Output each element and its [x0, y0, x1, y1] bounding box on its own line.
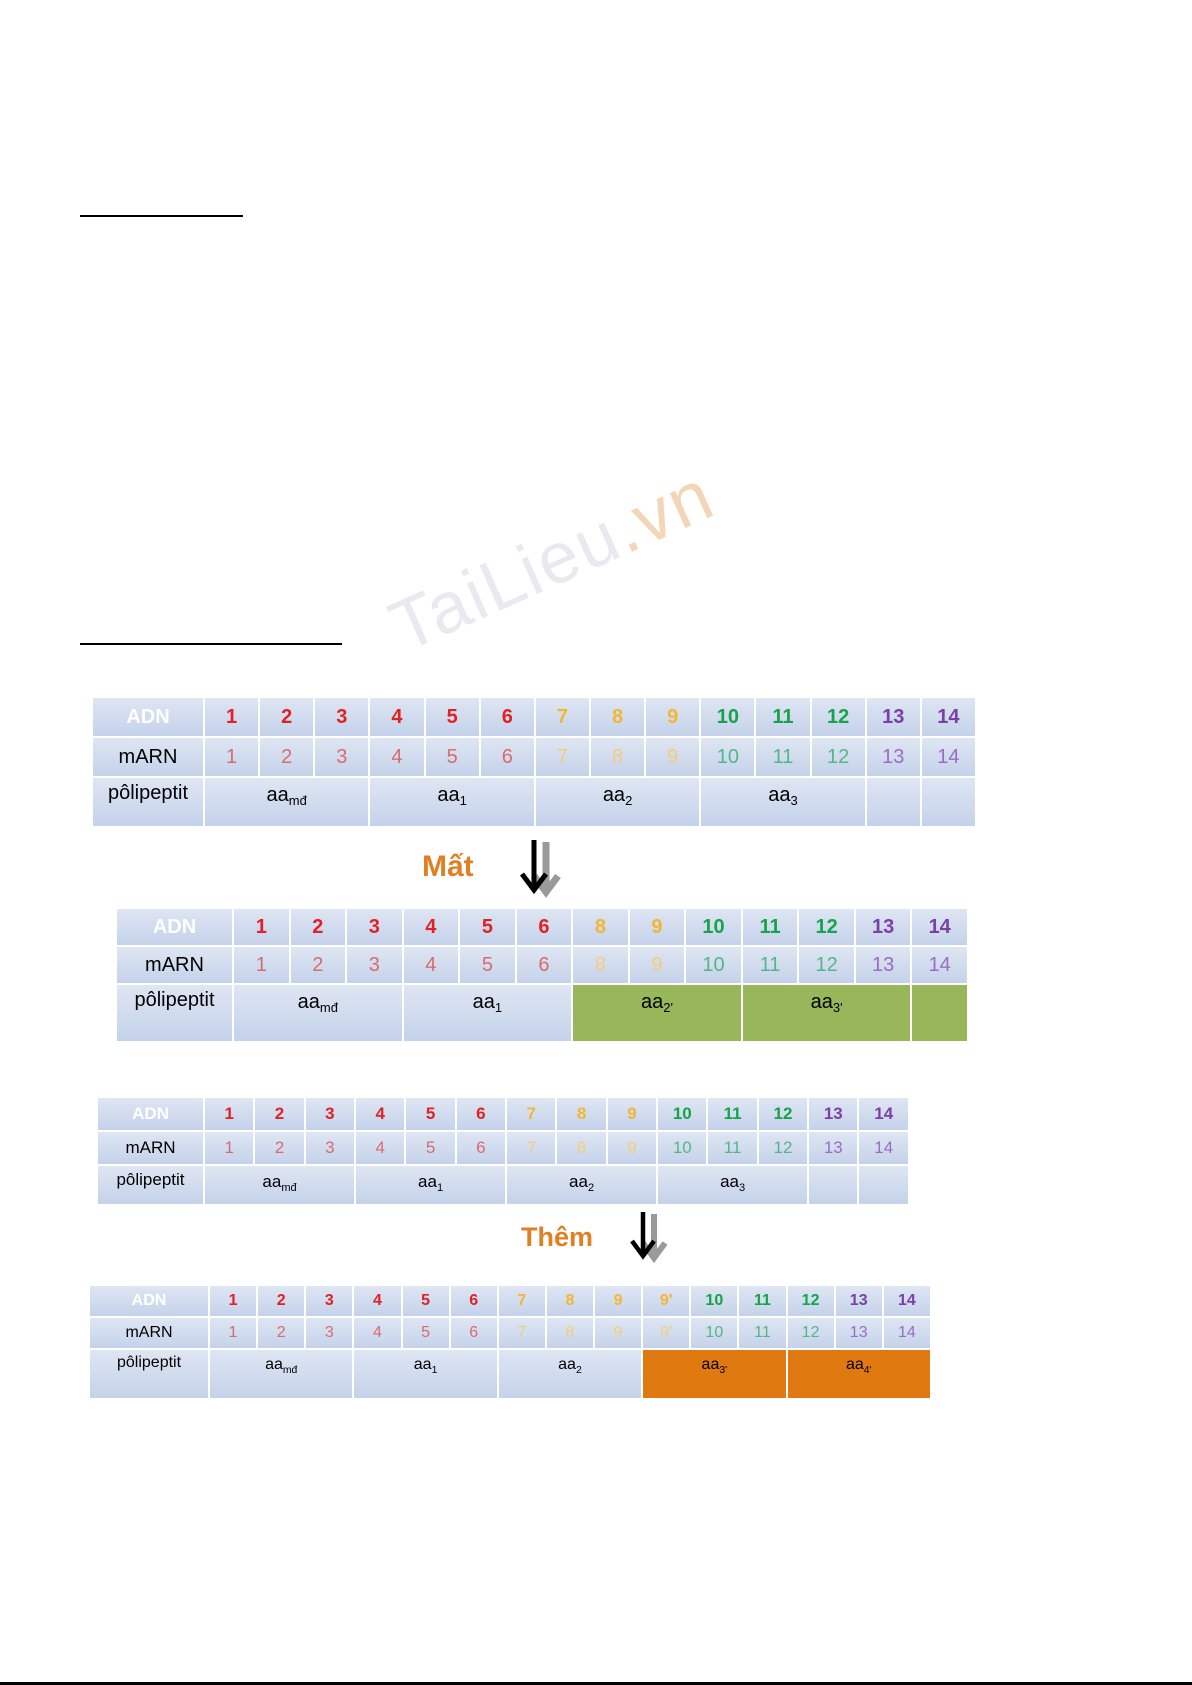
insertion-label: Thêm — [521, 1222, 594, 1252]
amino-acid-index: mđ — [282, 1365, 298, 1376]
marn-nucleotide: 9 — [630, 947, 685, 983]
amino-acid-index: 1 — [459, 793, 467, 808]
adn-nucleotide: 1 — [205, 698, 258, 736]
amino-acid-index: 2 — [587, 1182, 595, 1194]
amino-acid-cell — [499, 1350, 641, 1398]
adn-nucleotide: 7 — [507, 1098, 555, 1130]
marn-nucleotide: 5 — [460, 947, 515, 983]
marn-nucleotide: 14 — [912, 947, 967, 983]
adn-nucleotide: 8 — [547, 1286, 593, 1316]
adn-nucleotide: 3 — [306, 1098, 354, 1130]
marn-nucleotide: 11 — [739, 1318, 785, 1348]
marn-nucleotide: 2 — [291, 947, 346, 983]
marn-nucleotide: 11 — [708, 1132, 756, 1164]
polypeptide-label: pôlipeptit — [117, 985, 232, 1041]
amino-acid-name: aa — [297, 991, 320, 1013]
amino-acid-cell — [573, 985, 741, 1041]
adn-nucleotide: 13 — [856, 909, 911, 945]
marn-nucleotide: 10 — [658, 1132, 706, 1164]
amino-acid-cell — [788, 1350, 930, 1398]
amino-acid-cell — [205, 778, 368, 826]
adn-nucleotide: 1 — [205, 1098, 253, 1130]
adn-nucleotide: 13 — [836, 1286, 882, 1316]
polypeptide-row — [93, 778, 975, 826]
amino-acid-name: aa — [472, 991, 495, 1013]
adn-nucleotide: 3 — [306, 1286, 352, 1316]
marn-nucleotide: 6 — [517, 947, 572, 983]
marn-nucleotide: 12 — [788, 1318, 834, 1348]
marn-row — [98, 1132, 908, 1164]
marn-nucleotide: 5 — [406, 1132, 454, 1164]
amino-acid-cell — [507, 1166, 656, 1204]
marn-nucleotide: 14 — [859, 1132, 908, 1164]
codon-table-deletion — [115, 907, 969, 1043]
polypeptide-row — [98, 1166, 908, 1204]
amino-acid-name: aa — [413, 1356, 432, 1373]
marn-nucleotide: 1 — [205, 738, 258, 776]
amino-acid-name: aa — [262, 1172, 282, 1191]
marn-nucleotide: 12 — [812, 738, 865, 776]
adn-nucleotide: 2 — [291, 909, 346, 945]
adn-nucleotide: 1 — [210, 1286, 256, 1316]
empty-cell — [809, 1166, 857, 1204]
adn-nucleotide: 9 — [608, 1098, 656, 1130]
amino-acid-cell — [370, 778, 533, 826]
amino-acid-cell — [536, 778, 699, 826]
empty-cell — [859, 1166, 908, 1204]
marn-row — [117, 947, 967, 983]
amino-acid-cell — [643, 1350, 785, 1398]
marn-nucleotide: 8 — [557, 1132, 605, 1164]
adn-nucleotide: 12 — [759, 1098, 807, 1130]
polypeptide-row — [117, 985, 967, 1041]
adn-nucleotide: 13 — [867, 698, 920, 736]
adn-nucleotide: 10 — [701, 698, 754, 736]
adn-nucleotide: 5 — [426, 698, 479, 736]
adn-nucleotide: 14 — [922, 698, 975, 736]
codon-table-original-2 — [96, 1096, 910, 1206]
marn-label: mARN — [90, 1318, 208, 1348]
amino-acid-name: aa — [602, 784, 626, 806]
adn-nucleotide: 14 — [859, 1098, 908, 1130]
adn-label: ADN — [117, 909, 232, 945]
adn-nucleotide: 12 — [788, 1286, 834, 1316]
marn-nucleotide: 7 — [507, 1132, 555, 1164]
amino-acid-cell — [658, 1166, 807, 1204]
marn-label: mARN — [98, 1132, 203, 1164]
adn-nucleotide: 9 — [630, 909, 685, 945]
adn-nucleotide: 14 — [884, 1286, 930, 1316]
marn-nucleotide: 1 — [205, 1132, 253, 1164]
amino-acid-cell — [701, 778, 864, 826]
amino-acid-name: aa — [768, 784, 791, 806]
adn-nucleotide: 7 — [536, 698, 589, 736]
adn-nucleotide: 1 — [234, 909, 289, 945]
marn-nucleotide: 2 — [258, 1318, 304, 1348]
adn-label: ADN — [90, 1286, 208, 1316]
marn-nucleotide: 4 — [404, 947, 459, 983]
marn-nucleotide: 1 — [234, 947, 289, 983]
marn-nucleotide: 1 — [210, 1318, 256, 1348]
marn-nucleotide: 3 — [347, 947, 402, 983]
adn-nucleotide: 14 — [912, 909, 967, 945]
marn-nucleotide: 3 — [306, 1132, 354, 1164]
adn-nucleotide: 8 — [557, 1098, 605, 1130]
adn-nucleotide: 5 — [403, 1286, 449, 1316]
marn-row — [90, 1318, 930, 1348]
amino-acid-name: aa — [845, 1356, 864, 1373]
amino-acid-index: 4' — [863, 1365, 872, 1376]
amino-acid-name: aa — [720, 1172, 739, 1191]
adn-nucleotide: 10 — [691, 1286, 737, 1316]
marn-label: mARN — [117, 947, 232, 983]
adn-nucleotide: 9 — [646, 698, 699, 736]
marn-nucleotide: 3 — [315, 738, 368, 776]
marn-nucleotide: 5 — [426, 738, 479, 776]
marn-nucleotide: 6 — [451, 1318, 497, 1348]
marn-nucleotide: 10 — [686, 947, 741, 983]
adn-nucleotide: 6 — [481, 698, 534, 736]
amino-acid-index: mđ — [281, 1182, 297, 1194]
amino-acid-cell — [404, 985, 572, 1041]
amino-acid-index: 3' — [832, 1000, 843, 1015]
polypeptide-row — [90, 1350, 930, 1398]
down-arrow-icon — [512, 838, 564, 900]
adn-nucleotide: 2 — [258, 1286, 304, 1316]
amino-acid-cell — [354, 1350, 496, 1398]
marn-nucleotide: 10 — [701, 738, 754, 776]
adn-nucleotide: 5 — [406, 1098, 454, 1130]
adn-nucleotide: 4 — [356, 1098, 404, 1130]
adn-nucleotide: 11 — [756, 698, 809, 736]
marn-nucleotide: 6 — [457, 1132, 505, 1164]
polypeptide-label: pôlipeptit — [90, 1350, 208, 1398]
amino-acid-name: aa — [558, 1356, 576, 1373]
marn-nucleotide: 13 — [867, 738, 920, 776]
marn-nucleotide: 4 — [356, 1132, 404, 1164]
watermark — [378, 454, 726, 669]
marn-nucleotide: 12 — [799, 947, 854, 983]
adn-nucleotide: 3 — [347, 909, 402, 945]
codon-table-original-1 — [91, 696, 977, 828]
marn-nucleotide: 2 — [255, 1132, 303, 1164]
amino-acid-index: 2' — [663, 1000, 673, 1015]
deletion-label: Mất — [422, 850, 474, 883]
marn-nucleotide: 13 — [809, 1132, 857, 1164]
amino-acid-name: aa — [437, 784, 460, 806]
adn-nucleotide: 10 — [658, 1098, 706, 1130]
amino-acid-cell — [205, 1166, 354, 1204]
amino-acid-index: 2 — [625, 793, 633, 808]
marn-nucleotide: 9 — [595, 1318, 641, 1348]
marn-nucleotide: 11 — [743, 947, 798, 983]
adn-label: ADN — [93, 698, 203, 736]
amino-acid-index: 1 — [494, 1000, 503, 1015]
marn-nucleotide: 14 — [922, 738, 975, 776]
adn-nucleotide: 10 — [686, 909, 741, 945]
adn-nucleotide: 8 — [591, 698, 644, 736]
marn-nucleotide: 9' — [643, 1318, 689, 1348]
amino-acid-name: aa — [418, 1172, 437, 1191]
marn-nucleotide: 2 — [260, 738, 313, 776]
amino-acid-cell — [356, 1166, 505, 1204]
codon-table-insertion — [88, 1284, 932, 1400]
adn-row — [98, 1098, 908, 1130]
section-rule-2 — [80, 643, 342, 645]
marn-nucleotide: 9 — [646, 738, 699, 776]
adn-nucleotide: 4 — [354, 1286, 400, 1316]
marn-nucleotide: 12 — [759, 1132, 807, 1164]
adn-nucleotide: 12 — [812, 698, 865, 736]
amino-acid-index: mđ — [288, 793, 307, 808]
polypeptide-label: pôlipeptit — [93, 778, 203, 826]
adn-nucleotide: 2 — [255, 1098, 303, 1130]
marn-nucleotide: 6 — [481, 738, 534, 776]
marn-label: mARN — [93, 738, 203, 776]
empty-cell — [912, 985, 967, 1041]
empty-cell — [867, 778, 920, 826]
marn-nucleotide: 14 — [884, 1318, 930, 1348]
adn-nucleotide: 11 — [708, 1098, 756, 1130]
marn-nucleotide: 8 — [591, 738, 644, 776]
adn-row — [90, 1286, 930, 1316]
adn-nucleotide: 3 — [315, 698, 368, 736]
adn-nucleotide: 6 — [451, 1286, 497, 1316]
marn-row — [93, 738, 975, 776]
adn-nucleotide: 4 — [404, 909, 459, 945]
amino-acid-name: aa — [266, 784, 289, 806]
amino-acid-name: aa — [810, 991, 833, 1013]
amino-acid-cell — [743, 985, 911, 1041]
marn-nucleotide: 13 — [836, 1318, 882, 1348]
amino-acid-cell — [234, 985, 402, 1041]
adn-nucleotide: 12 — [799, 909, 854, 945]
marn-nucleotide: 11 — [756, 738, 809, 776]
amino-acid-name: aa — [265, 1356, 283, 1373]
adn-nucleotide: 5 — [460, 909, 515, 945]
adn-nucleotide: 6 — [457, 1098, 505, 1130]
marn-nucleotide: 7 — [499, 1318, 545, 1348]
amino-acid-index: mđ — [319, 1000, 338, 1015]
adn-nucleotide: 4 — [370, 698, 423, 736]
marn-nucleotide: 4 — [370, 738, 423, 776]
watermark-text: TaiLieu — [378, 495, 633, 668]
amino-acid-index: 1 — [431, 1365, 438, 1376]
adn-nucleotide: 13 — [809, 1098, 857, 1130]
amino-acid-name: aa — [641, 991, 664, 1013]
amino-acid-index: 1 — [436, 1182, 444, 1194]
adn-nucleotide: 8 — [573, 909, 628, 945]
marn-nucleotide: 13 — [856, 947, 911, 983]
amino-acid-cell — [210, 1350, 352, 1398]
marn-nucleotide: 5 — [403, 1318, 449, 1348]
adn-row — [117, 909, 967, 945]
amino-acid-index: 3 — [790, 793, 798, 808]
section-rule-1 — [80, 215, 243, 217]
down-arrow-icon — [624, 1210, 670, 1266]
marn-nucleotide: 9 — [608, 1132, 656, 1164]
amino-acid-index: 3 — [739, 1182, 746, 1194]
marn-nucleotide: 8 — [573, 947, 628, 983]
marn-nucleotide: 8 — [547, 1318, 593, 1348]
empty-cell — [922, 778, 975, 826]
adn-nucleotide: 9' — [643, 1286, 689, 1316]
marn-nucleotide: 3 — [306, 1318, 352, 1348]
marn-nucleotide: 10 — [691, 1318, 737, 1348]
amino-acid-index: 3' — [719, 1365, 728, 1376]
adn-label: ADN — [98, 1098, 203, 1130]
polypeptide-label: pôlipeptit — [98, 1166, 203, 1204]
amino-acid-index: 2 — [575, 1365, 582, 1376]
adn-row — [93, 698, 975, 736]
marn-nucleotide: 7 — [536, 738, 589, 776]
amino-acid-name: aa — [701, 1356, 720, 1373]
watermark-suffix: .vn — [599, 454, 726, 570]
adn-nucleotide: 11 — [739, 1286, 785, 1316]
adn-nucleotide: 7 — [499, 1286, 545, 1316]
marn-nucleotide: 4 — [354, 1318, 400, 1348]
adn-nucleotide: 11 — [743, 909, 798, 945]
adn-nucleotide: 2 — [260, 698, 313, 736]
amino-acid-name: aa — [569, 1172, 588, 1191]
adn-nucleotide: 9 — [595, 1286, 641, 1316]
adn-nucleotide: 6 — [517, 909, 572, 945]
